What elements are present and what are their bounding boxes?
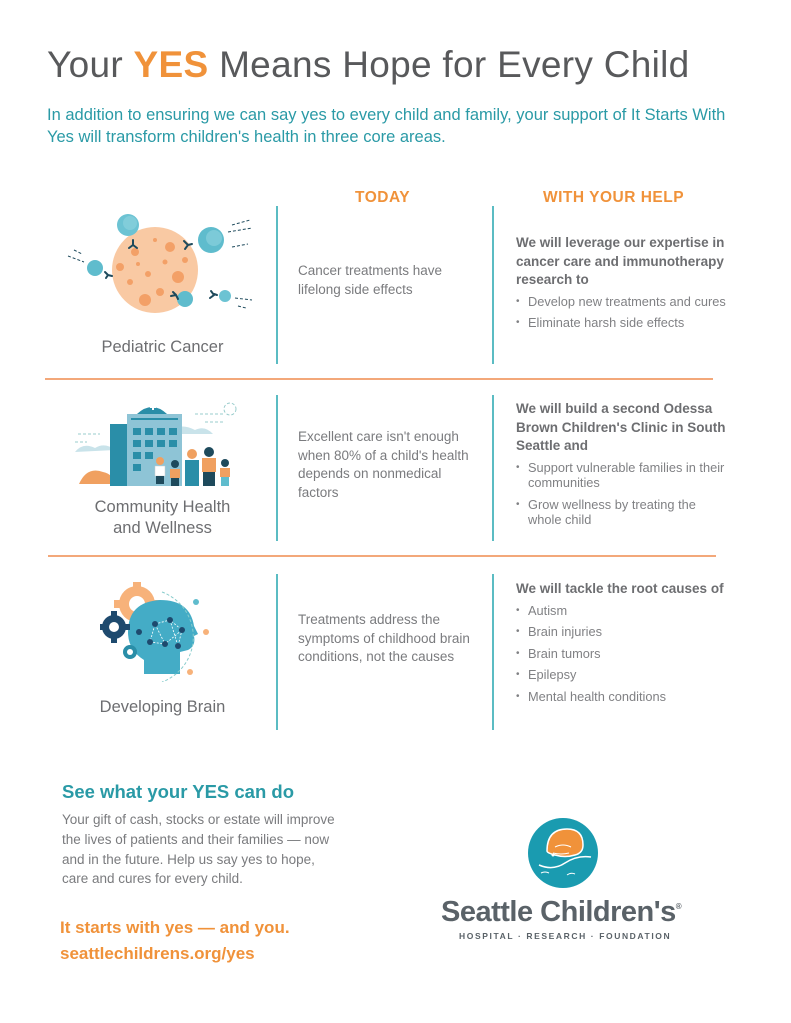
page-title (47, 44, 690, 86)
help-list-item: • Autism (516, 603, 731, 619)
divider-horizontal (45, 378, 713, 380)
divider-horizontal (48, 555, 716, 557)
divider-vertical (276, 395, 278, 541)
title-emphasis: YES (133, 44, 209, 85)
cta-body: Your gift of cash, stocks or estate will improve the lives of patients and their families — now and in the future. Help us say yes to hope, care and cures for every child. (62, 812, 335, 887)
cta-heading: See what your YES can do (62, 781, 295, 802)
donation-link[interactable]: seattlechildrens.org/yes (60, 944, 255, 963)
help-block-pediatric-cancer (516, 234, 731, 337)
help-lead: We will leverage our expertise in cancer care and immunotherapy research to (516, 235, 725, 287)
area-label-developing-brain: Developing Brain (99, 698, 226, 716)
hospital-family-illustration (75, 402, 245, 492)
help-list-item: • Epilepsy (516, 667, 731, 683)
divider-vertical (492, 395, 494, 541)
area-label-community-health (60, 497, 265, 539)
help-list (516, 603, 731, 705)
registered-mark: ® (675, 902, 682, 911)
seattle-childrens-logo-icon (527, 817, 599, 894)
area-label-pediatric-cancer: Pediatric Cancer (101, 338, 224, 356)
help-list-item: • Brain injuries (516, 624, 731, 640)
cancer-cell-illustration (60, 212, 260, 322)
help-list (516, 294, 731, 331)
help-list-item: • Eliminate harsh side effects (516, 315, 731, 331)
title-prefix: Your (47, 44, 134, 85)
help-block-community-health (516, 400, 731, 534)
help-list-item: • Develop new treatments and cures (516, 294, 731, 310)
help-list-item: • Support vulnerable families in their communities (516, 460, 731, 491)
help-lead: We will tackle the root causes of (516, 581, 724, 596)
help-list-item: • Mental health conditions (516, 689, 731, 705)
today-text-community-health: Excellent care isn't enough when 80% of a child's health depends on nonmedical factors (298, 429, 469, 500)
divider-vertical (492, 206, 494, 364)
intro-text: In addition to ensuring we can say yes to every child and family, your support of It Starts With Yes will transform children's health in three core areas. (47, 106, 726, 146)
area-label-line: Community Health (94, 498, 231, 516)
brand-subtitle: HOSPITAL · RESEARCH · FOUNDATION (459, 931, 672, 941)
help-lead: We will build a second Odessa Brown Children's Clinic in South Seattle and (516, 401, 726, 453)
help-block-developing-brain (516, 580, 731, 710)
child-brain-gears-illustration (100, 582, 220, 687)
tagline: It starts with yes — and you. (60, 918, 290, 937)
help-list-item: • Grow wellness by treating the whole child (516, 497, 731, 528)
brand-name-text: Seattle Children's (441, 896, 676, 928)
title-suffix: Means Hope for Every Child (208, 44, 690, 85)
help-list-item: • Brain tumors (516, 646, 731, 662)
divider-vertical (276, 206, 278, 364)
today-text-developing-brain: Treatments address the symptoms of childhood brain conditions, not the causes (298, 612, 470, 664)
column-header-today: TODAY (355, 189, 411, 206)
column-header-with-your-help: WITH YOUR HELP (543, 189, 685, 206)
divider-vertical (492, 574, 494, 730)
area-label-line: and Wellness (113, 519, 212, 537)
today-text-pediatric-cancer: Cancer treatments have lifelong side effects (298, 263, 443, 297)
help-list (516, 460, 731, 528)
brand-name (441, 896, 681, 929)
divider-vertical (276, 574, 278, 730)
